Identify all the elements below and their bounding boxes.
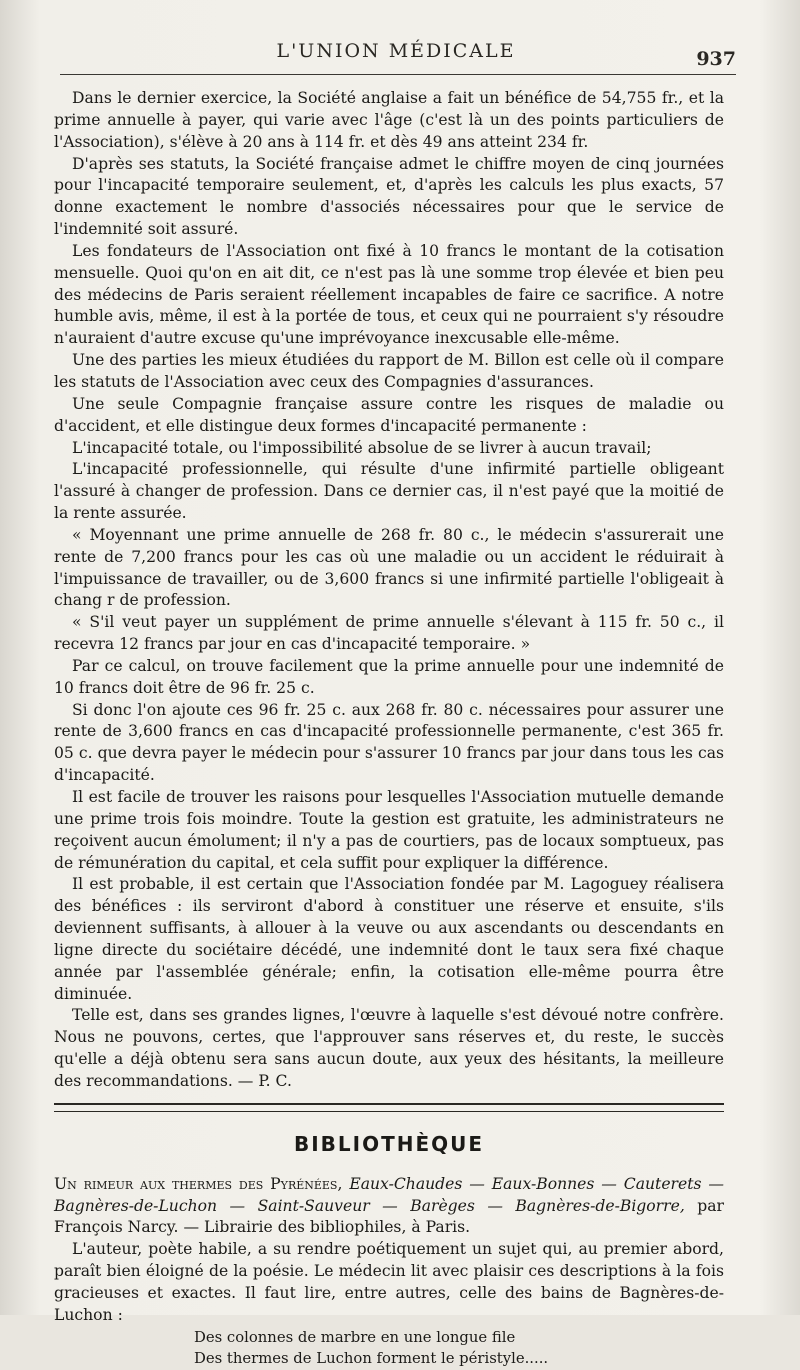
review-paragraph: L'auteur, poète habile, a su rendre poétiquement un sujet qui, au premier abord, paraît bien éloigné de la poésie. Le médecin lit avec plaisir ces descriptions à la fois gracieuses et exactes. Il faut lire, entre autres, celle des bains de Bagnères-de-Luchon : (54, 1240, 724, 1324)
paragraph: Les fondateurs de l'Association ont fixé à 10 francs le montant de la cotisation mensuelle. Quoi qu'on en ait dit, ce n'est pas là une somme trop élevée et bien peu des médecins de Paris seraient réellement incapables de faire ce sacrifice. A notre humble avis, même, il est à la portée de tous, et ceux qui ne pourraient s'y résoudre n'auraient d'autre excuse qu'une imprévoyance inexcusable elle-même. (54, 241, 724, 348)
header-rule (60, 74, 736, 75)
running-title: L'UNION MÉDICALE (276, 40, 516, 62)
paragraph: L'incapacité totale, ou l'impossibilité absolue de se livrer à aucun travail; (72, 438, 652, 457)
quote-paragraph: « S'il veut payer un supplément de prime annuelle s'élevant à 115 fr. 50 c., il recevra 12 francs par jour en cas d'incapacité temporaire. » (54, 613, 724, 654)
paragraph: Si donc l'on ajoute ces 96 fr. 25 c. aux 268 fr. 80 c. nécessaires pour assurer une rente de 3,600 francs en cas d'incapacité professionnelle permanente, c'est 365 fr. 05 c. que devra payer le médecin pour s'assurer 10 francs par jour dans tous les cas d'incapacité. (54, 700, 724, 785)
paragraph: Par ce calcul, on trouve facilement que la prime annuelle pour une indemnité de 10 francs doit être de 96 fr. 25 c. (54, 656, 724, 697)
page-header (56, 40, 736, 80)
paragraph: Dans le dernier exercice, la Société anglaise a fait un bénéfice de 54,755 fr., et la prime annuelle à payer, qui varie avec l'âge (c'est là un des points particuliers de l'Association), s'élève à 20 ans à 114 fr. et dès 49 ans atteint 234 fr. (54, 89, 724, 151)
paragraph: Une seule Compagnie française assure contre les risques de maladie ou d'accident, et elle distingue deux formes d'incapacité permanente : (54, 394, 724, 435)
section-divider (54, 1103, 724, 1112)
article-body (54, 88, 724, 1370)
reference-author: par François Narcy. (54, 1196, 724, 1237)
bibliographic-reference (54, 1174, 724, 1240)
verse-line: Des thermes de Luchon forment le péristyle..... (194, 1350, 549, 1368)
paragraph: Il est facile de trouver les raisons pour lesquelles l'Association mutuelle demande une prime trois fois moindre. Toute la gestion est gratuite, les administrateurs ne reçoivent aucun émolument; il n'y a pas de courtiers, pas de locaux somptueux, pas de rémunération du capital, et cela suffit pour expliquer la différence. (54, 788, 724, 872)
paragraph: D'après ses statuts, la Société française admet le chiffre moyen de cinq journées pour l'incapacité temporaire seulement, et, d'après les calculs les plus exacts, 57 donne exactement le nombre d'associés nécessaires pour que le service de l'indemnité soit assuré. (54, 154, 724, 239)
section-title: BIBLIOTHÈQUE (293, 1131, 485, 1156)
paragraph: Une des parties les mieux étudiées du rapport de M. Billon est celle où il compare les statuts de l'Association avec ceux des Compagnies d'assurances. (54, 351, 724, 391)
closing-paragraph: Telle est, dans ses grandes lignes, l'œuvre à laquelle s'est dévoué notre confrère. Nous ne pouvons, certes, que l'approuver sans réserves et, du reste, le succès qu'elle a déjà obtenu sera sans aucun doute, aux yeux des hésitants, la meilleure des recommandations. — P. C. (54, 1006, 724, 1090)
page-number: 937 (696, 48, 736, 70)
paragraph: Il est probable, il est certain que l'Association fondée par M. Lagoguey réalisera des bénéfices : ils serviront d'abord à constituer une réserve et ensuite, s'ils deviennent suffisants, à allouer à la veuve ou aux ascendants ou descendants en ligne directe du sociétaire décédé, une indemnité dont le taux sera fixé chaque année par l'assemblée générale; enfin, la cotisation elle-même pourra être diminuée. (54, 875, 724, 1003)
reference-publisher: — Librairie des bibliophiles, à Paris. (183, 1218, 471, 1237)
reference-title: Un rimeur aux thermes des Pyrénées, (54, 1174, 343, 1193)
quote-paragraph: « Moyennant une prime annuelle de 268 fr. 80 c., le médecin s'assurerait une rente de 7,200 francs pour les cas où une maladie ou un accident le réduirait à l'impuissance de travailler, ou de 3,600 francs si une infirmité partielle l'obligeait à chang r de profession. (54, 525, 724, 610)
paragraph: L'incapacité professionnelle, qui résulte d'une infirmité partielle obligeant l'assuré à changer de profession. Dans ce dernier cas, il n'est payé que la moitié de la rente assurée. (54, 460, 724, 523)
reference-places: Eaux-Chaudes — Eaux-Bonnes — Cauterets — Bagnères-de-Luchon — Saint-Sauveur — Barèges — Bagnères-de-Bigorre, (54, 1174, 724, 1215)
verse-quote (194, 1327, 724, 1370)
verse-line: Des colonnes de marbre en une longue file (194, 1328, 516, 1346)
